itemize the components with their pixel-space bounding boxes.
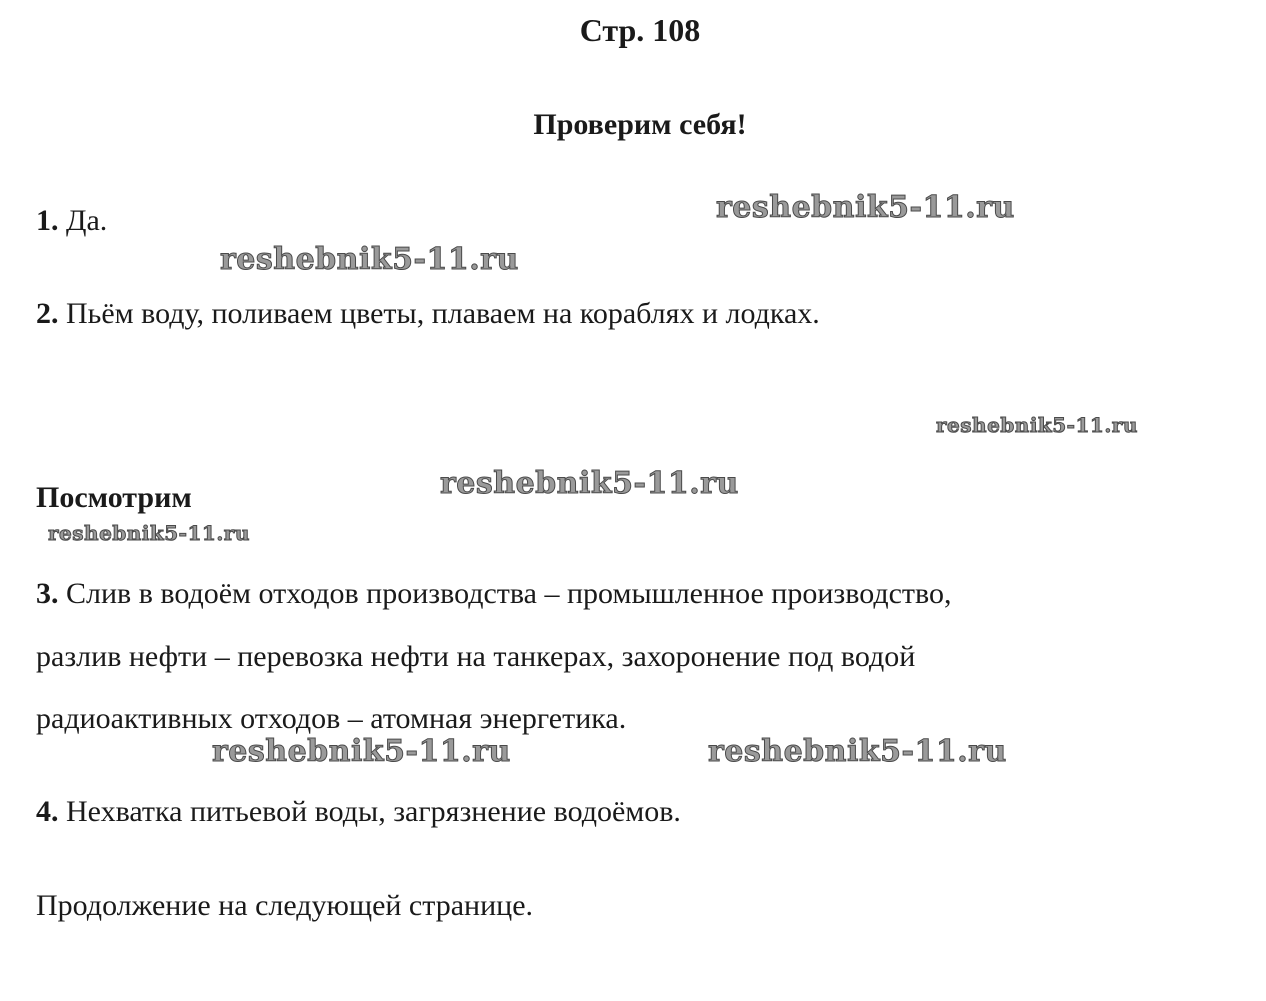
answer-number: 1.	[36, 204, 59, 237]
page-number: Стр. 108	[579, 12, 701, 48]
watermark: reshebnik5-11.ru	[220, 242, 519, 277]
answer-2	[36, 296, 820, 332]
watermark: reshebnik5-11.ru	[936, 413, 1138, 437]
watermark: reshebnik5-11.ru	[708, 734, 1007, 769]
answer-text: Да.	[58, 204, 108, 237]
answer-3-line-1	[36, 576, 952, 612]
watermark: reshebnik5-11.ru	[48, 521, 250, 545]
answer-1	[36, 203, 107, 239]
answer-number: 2.	[36, 297, 59, 330]
section-title: Проверим себя!	[533, 108, 747, 141]
watermark: reshebnik5-11.ru	[440, 466, 739, 501]
answer-number: 4.	[36, 795, 59, 828]
continuation-note: Продолжение на следующей странице.	[36, 889, 534, 922]
answer-number: 3.	[36, 577, 59, 610]
answer-3-line-2: разлив нефти – перевозка нефти на танкерах, захоронение под водой	[36, 640, 916, 673]
answer-4	[36, 794, 681, 830]
watermark: reshebnik5-11.ru	[212, 734, 511, 769]
answer-text: Нехватка питьевой воды, загрязнение водоёмов.	[58, 795, 681, 828]
watermark: reshebnik5-11.ru	[716, 190, 1015, 225]
section-heading: Посмотрим	[36, 481, 192, 514]
answer-text: Пьём воду, поливаем цветы, плаваем на кораблях и лодках.	[58, 297, 820, 330]
answer-3-line-3: радиоактивных отходов – атомная энергетика.	[36, 702, 627, 735]
answer-text: Слив в водоём отходов производства – промышленное производство,	[58, 577, 952, 610]
